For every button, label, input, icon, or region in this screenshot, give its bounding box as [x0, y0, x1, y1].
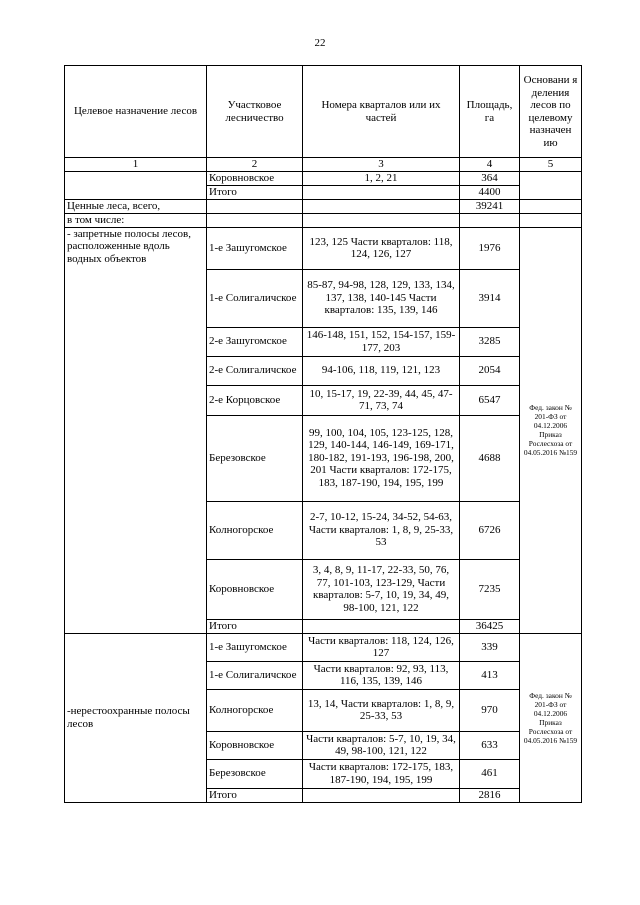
- group1-basis: Фед. закон № 201-ФЗ от 04.12.2006 Приказ Рослесхоза от 04.05.2016 №159: [520, 227, 582, 633]
- quarters-cell: 13, 14, Части кварталов: 1, 8, 9, 25-33, 53: [303, 689, 460, 731]
- forestry-cell: Итого: [207, 788, 303, 802]
- group2-basis: Фед. закон № 201-ФЗ от 04.12.2006 Приказ Рослесхоза от 04.05.2016 №159: [520, 633, 582, 802]
- forestry-cell: 1-е Зашугомское: [207, 633, 303, 661]
- basis-cell-empty: [520, 171, 582, 199]
- forestry-cell: Березовское: [207, 415, 303, 501]
- area-cell: 364: [460, 171, 520, 185]
- forestry-cell: Итого: [207, 619, 303, 633]
- forestry-cell: 1-е Солигаличское: [207, 661, 303, 689]
- area-cell: 2816: [460, 788, 520, 802]
- header-basis: Основани я деления лесов по целевому назначен ию: [520, 66, 582, 158]
- table-row: [65, 171, 582, 185]
- area-cell: 6726: [460, 501, 520, 559]
- forestry-cell: Итого: [207, 185, 303, 199]
- forestry-cell: Березовское: [207, 759, 303, 788]
- table-row: [65, 199, 582, 213]
- header-quarters: Номера кварталов или их частей: [303, 66, 460, 158]
- area-cell: 970: [460, 689, 520, 731]
- area-cell: 413: [460, 661, 520, 689]
- quarters-cell: [303, 185, 460, 199]
- forestry-cell: 2-е Корцовское: [207, 385, 303, 415]
- header-area: Площадь, га: [460, 66, 520, 158]
- page-number: 22: [314, 37, 326, 49]
- area-cell: 461: [460, 759, 520, 788]
- table-row: [65, 227, 582, 269]
- header-forestry: Участковое лесничество: [207, 66, 303, 158]
- header-purpose: Целевое назначение лесов: [65, 66, 207, 158]
- header-num-2: 2: [207, 158, 303, 172]
- group2-purpose: -нерестоохранные полосы лесов: [65, 633, 207, 802]
- quarters-cell: 146-148, 151, 152, 154-157, 159-177, 203: [303, 327, 460, 356]
- area-cell: 3285: [460, 327, 520, 356]
- quarters-cell: Части кварталов: 172-175, 183, 187-190, 194, 195, 199: [303, 759, 460, 788]
- group1-purpose: - запретные полосы лесов, расположенные вдоль водных объектов: [65, 227, 207, 633]
- quarters-cell: Части кварталов: 118, 124, 126, 127: [303, 633, 460, 661]
- forestry-cell: Колногорское: [207, 689, 303, 731]
- area-cell: 2054: [460, 356, 520, 385]
- area-cell: 3914: [460, 269, 520, 327]
- area-cell: 633: [460, 731, 520, 759]
- forestry-cell: 2-е Зашугомское: [207, 327, 303, 356]
- quarters-cell: 3, 4, 8, 9, 11-17, 22-33, 50, 76, 77, 101-103, 123-129, Части кварталов: 5-7, 10, 19, 34, 49, 98-100, 121, 122: [303, 559, 460, 619]
- table-row: [65, 213, 582, 227]
- forestry-cell: 1-е Солигаличское: [207, 269, 303, 327]
- forestry-cell: Коровновское: [207, 171, 303, 185]
- quarters-cell: 10, 15-17, 19, 22-39, 44, 45, 47-71, 73, 74: [303, 385, 460, 415]
- area-cell: 36425: [460, 619, 520, 633]
- valuable-forests-area: 39241: [460, 199, 520, 213]
- header-num-5: 5: [520, 158, 582, 172]
- table-row: [65, 633, 582, 661]
- quarters-cell: Части кварталов: 92, 93, 113, 116, 135, 139, 146: [303, 661, 460, 689]
- header-num-1: 1: [65, 158, 207, 172]
- purpose-cell-empty: [65, 171, 207, 199]
- quarters-cell: 2-7, 10-12, 15-24, 34-52, 54-63, Части кварталов: 1, 8, 9, 25-33, 53: [303, 501, 460, 559]
- forestry-cell: 2-е Солигаличское: [207, 356, 303, 385]
- quarters-cell: 1, 2, 21: [303, 171, 460, 185]
- quarters-cell: 123, 125 Части кварталов: 118, 124, 126, 127: [303, 227, 460, 269]
- area-cell: 339: [460, 633, 520, 661]
- quarters-cell: 94-106, 118, 119, 121, 123: [303, 356, 460, 385]
- quarters-cell: Части кварталов: 5-7, 10, 19, 34, 49, 98-100, 121, 122: [303, 731, 460, 759]
- area-cell: 7235: [460, 559, 520, 619]
- area-cell: 6547: [460, 385, 520, 415]
- forestry-cell: Коровновское: [207, 559, 303, 619]
- forestry-cell: 1-е Зашугомское: [207, 227, 303, 269]
- area-cell: 4688: [460, 415, 520, 501]
- forest-table: [64, 65, 582, 803]
- area-cell: 4400: [460, 185, 520, 199]
- area-cell: 1976: [460, 227, 520, 269]
- header-num-4: 4: [460, 158, 520, 172]
- quarters-cell: 85-87, 94-98, 128, 129, 133, 134, 137, 138, 140-145 Части кварталов: 135, 139, 146: [303, 269, 460, 327]
- in-total-label: в том числе:: [65, 213, 207, 227]
- quarters-cell: 99, 100, 104, 105, 123-125, 128, 129, 140-144, 146-149, 169-171, 180-182, 191-193, 196-198, 200, 201 Части кварталов: 172-175, 183, 187-190, 194, 195, 199: [303, 415, 460, 501]
- header-num-3: 3: [303, 158, 460, 172]
- forestry-cell: Коровновское: [207, 731, 303, 759]
- valuable-forests-label: Ценные леса, всего,: [65, 199, 207, 213]
- forestry-cell: Колногорское: [207, 501, 303, 559]
